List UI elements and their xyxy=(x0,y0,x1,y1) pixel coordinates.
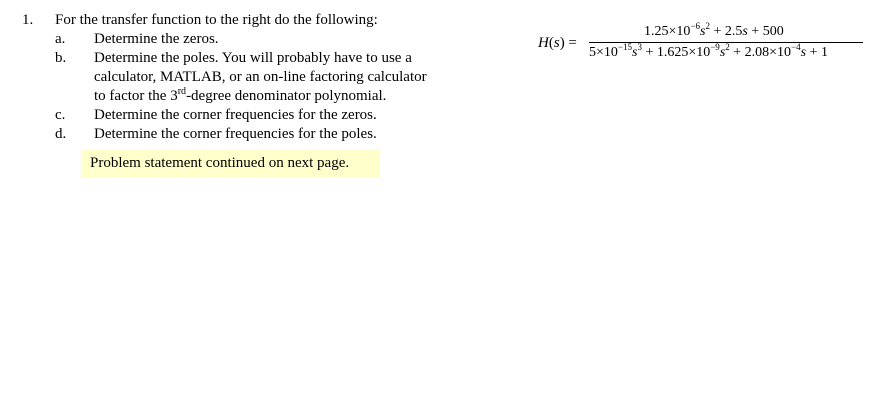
problem-intro: For the transfer function to the right do the following: xyxy=(55,12,378,28)
equation-numerator: $1.25\times 10^{-6}s^2 + 2.5s + 500$ xyxy=(644,21,784,39)
item-text-line: Determine the poles. You will probably have to use a xyxy=(94,50,412,66)
problem-number: 1. xyxy=(22,12,34,28)
continued-note: Problem statement continued on next page. xyxy=(81,149,380,178)
item-letter: c. xyxy=(55,107,66,123)
item-text-line xyxy=(94,87,427,106)
transfer-function-equation xyxy=(538,22,868,72)
item-text-line-with-superscript: to factor the 3rd-degree denominator polynomial. xyxy=(94,86,387,104)
item-text-line: calculator, MATLAB, or an on-line factoring calculator xyxy=(94,69,427,85)
item-letter: b. xyxy=(55,50,67,66)
item-text xyxy=(94,49,427,106)
item-text: Determine the zeros. xyxy=(94,31,219,47)
item-letter: d. xyxy=(55,126,67,142)
item-text: Determine the corner frequencies for the poles. xyxy=(94,126,377,142)
item-text: Determine the corner frequencies for the zeros. xyxy=(94,107,377,123)
equation-lhs: H(s) = xyxy=(538,35,577,51)
item-letter: a. xyxy=(55,31,66,47)
equation-denominator: $5\times 10^{-15}s^3 + 1.625\times 10^{-9}s^2 + 2.08\times 10^{-4}s + 1$ xyxy=(589,42,828,60)
